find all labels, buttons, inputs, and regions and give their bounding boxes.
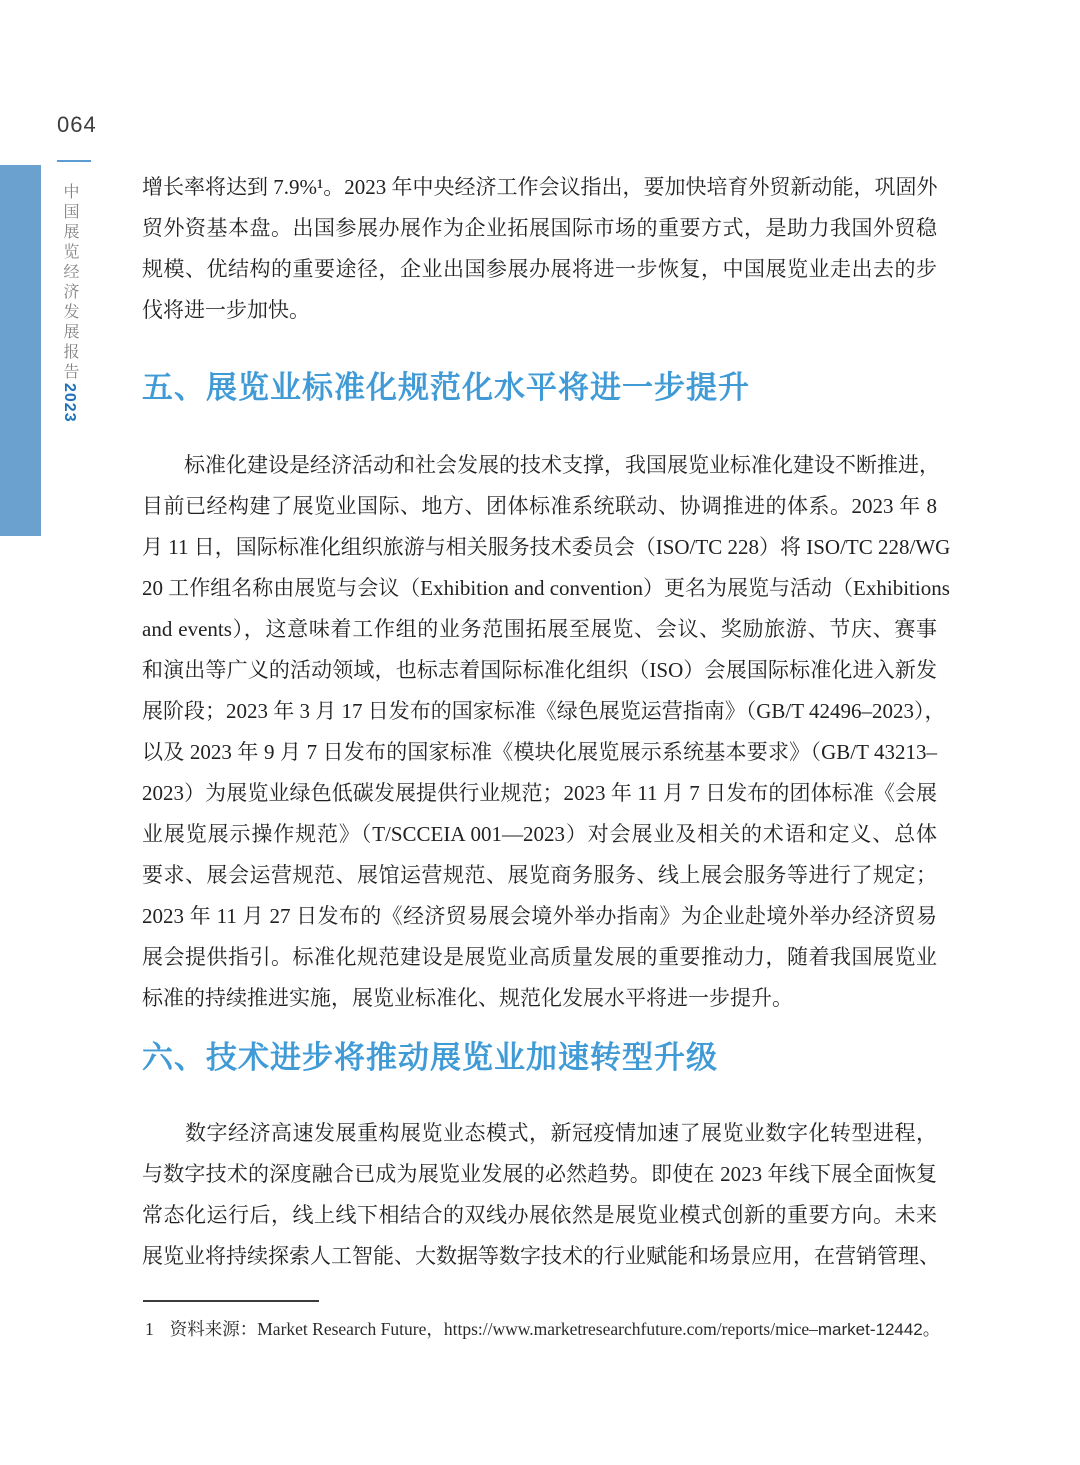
sidebar-year: 2023 [61, 383, 78, 423]
text-line: 展会提供指引。标准化规范建设是展览业高质量发展的重要推动力，随着我国展览业 [142, 945, 937, 969]
text-line: 规模、优结构的重要途径，企业出国参展办展将进一步恢复，中国展览业走出去的步 [142, 257, 937, 281]
text-line: 标准化建设是经济活动和社会发展的技术支撑，我国展览业标准化建设不断推进， [142, 453, 940, 477]
sidebar-title-text: 中国展览经济发展报告 [61, 183, 78, 383]
text-line: 要求、展会运营规范、展馆运营规范、展览商务服务、线上展会服务等进行了规定； [142, 863, 937, 887]
footnote-source-text: 资料来源：Market Research Future，https://www.marketresearchfuture.com/reports/mice– [169, 1319, 818, 1339]
text-line: 目前已经构建了展览业国际、地方、团体标准系统联动、协调推进的体系。2023 年 8 [142, 494, 937, 518]
page-number-rule [57, 160, 91, 162]
paragraph-digital-transformation [142, 1113, 940, 1277]
text-line: 与数字技术的深度融合已成为展览业发展的必然趋势。即使在 2023 年线下展全面恢复 [142, 1162, 937, 1186]
text-line: 2023）为展览业绿色低碳发展提供行业规范；2023 年 11 月 7 日发布的团体标准《会展 [142, 781, 937, 805]
page-number: 064 [57, 112, 97, 137]
text-line: 增长率将达到 7.9%¹。2023 年中央经济工作会议指出，要加快培育外贸新动能，巩固外 [142, 175, 938, 199]
text-line: 业展览展示操作规范》（T/SCCEIA 001—2023）对会展业及相关的术语和定义、总体 [142, 822, 937, 846]
footnote-divider [143, 1300, 319, 1302]
text-line: 展阶段；2023 年 3 月 17 日发布的国家标准《绿色展览运营指南》（GB/T 42496–2023）， [142, 699, 946, 723]
paragraph-standardization [142, 445, 951, 1019]
text-line: 和演出等广义的活动领域，也标志着国际标准化组织（ISO）会展国际标准化进入新发 [142, 658, 937, 682]
section-6-heading: 六、技术进步将推动展览业加速转型升级 [142, 1040, 718, 1075]
text-line: 数字经济高速发展重构展览业态模式，新冠疫情加速了展览业数字化转型进程， [142, 1121, 937, 1145]
section-5-heading: 五、展览业标准化规范化水平将进一步提升 [142, 370, 750, 405]
footnote-url-slug: market-12442 [817, 1320, 923, 1339]
text-line: 展览业将持续探索人工智能、大数据等数字技术的行业赋能和场景应用，在营销管理、 [142, 1244, 940, 1268]
text-line: 以及 2023 年 9 月 7 日发布的国家标准《模块化展览展示系统基本要求》（GB/T 43213– [142, 740, 937, 764]
text-line: 贸外资基本盘。出国参展办展作为企业拓展国际市场的重要方式，是助力我国外贸稳 [142, 216, 937, 240]
text-line: 常态化运行后，线上线下相结合的双线办展依然是展览业模式创新的重要方向。未来 [142, 1203, 937, 1227]
text-line: 月 11 日，国际标准化组织旅游与相关服务技术委员会（ISO/TC 228）将 ISO/TC 228/WG [142, 535, 951, 559]
footnote-period: 。 [922, 1319, 941, 1339]
footnote-marker: 1 [145, 1319, 154, 1339]
sidebar-report-title [58, 183, 81, 483]
paragraph-foreign-trade [142, 167, 937, 331]
text-line: and events），这意味着工作组的业务范围拓展至展览、会议、奖励旅游、节庆、赛事 [142, 617, 937, 641]
text-line: 伐将进一步加快。 [142, 298, 310, 322]
left-accent-bar [0, 165, 41, 536]
text-line: 标准的持续推进实施，展览业标准化、规范化发展水平将进一步提升。 [142, 986, 793, 1010]
footnote [145, 1316, 945, 1343]
text-line: 2023 年 11 月 27 日发布的《经济贸易展会境外举办指南》为企业赴境外举办经济贸易 [142, 904, 937, 928]
text-line: 20 工作组名称由展览与会议（Exhibition and convention）更名为展览与活动（Exhibitions [142, 576, 950, 600]
